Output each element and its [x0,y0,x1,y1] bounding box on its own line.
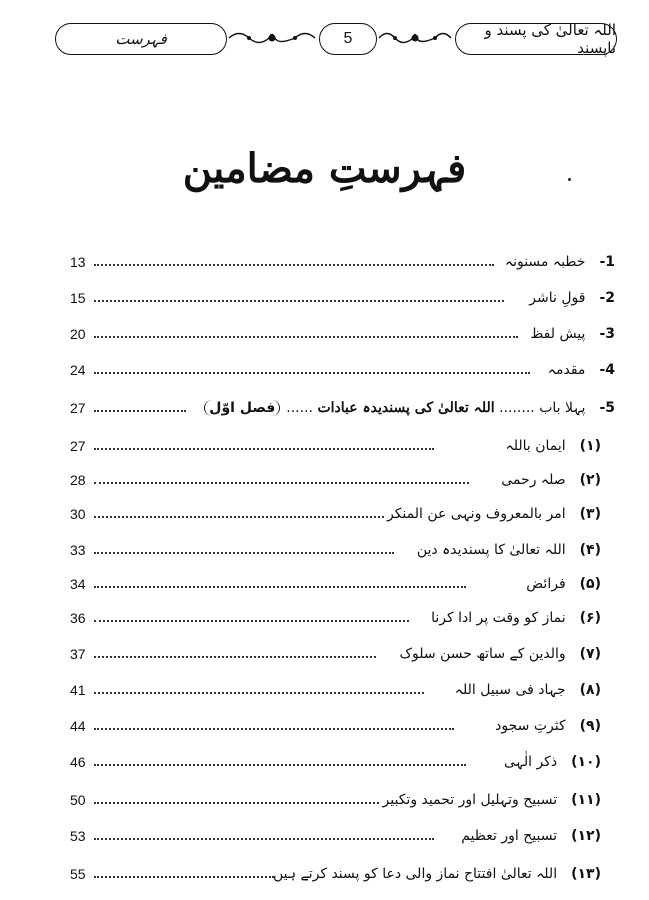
toc-page-number: 41 [70,682,86,698]
toc-page-number: 27 [70,400,86,416]
toc-label: (۴)اللہ تعالیٰ کا پسندیدہ دین [416,542,601,558]
toc-page-number: 20 [70,326,86,342]
toc-label: (۱۳)اللہ تعالیٰ افتتاح نماز والی دعا کو پسند کرتے ہیں [272,866,601,882]
toc-page-number: 55 [70,866,86,882]
book-title: اللہ تعالیٰ کی پسند و ناپسند [455,23,617,55]
page-number: 5 [319,23,377,55]
dot-leader [94,692,424,694]
dot-leader [94,728,454,730]
toc-page-number: 53 [70,828,86,844]
toc-page-number: 36 [70,610,86,626]
toc-page-number: 24 [70,362,86,378]
toc-page-number: 44 [70,718,86,734]
toc-row[interactable] [70,280,615,308]
subtoc-row[interactable] [70,636,615,664]
toc-label: (۹)کثرتِ سجود [495,718,601,734]
subtoc-row[interactable] [70,672,615,700]
dot-leader [94,586,466,588]
dot-leader [94,838,434,840]
dot-leader [94,372,530,374]
subtoc-row[interactable] [70,428,615,456]
subtoc-row[interactable] [70,462,615,490]
toc-label: (۱)ایمان باللہ [505,438,601,454]
toc-row[interactable] [70,244,615,272]
toc-page-number: 13 [70,254,86,270]
toc-page-number: 33 [70,542,86,558]
toc-page-number: 30 [70,506,86,522]
dot-leader [94,264,494,266]
subtoc-row[interactable] [70,856,615,884]
dot-leader [94,802,379,804]
dot-leader [94,410,186,412]
toc-label: (۶)نماز کو وقت پر ادا کرنا [431,610,601,626]
toc-label: 5-پہلا باب ........ اللہ تعالیٰ کی پسندیدہ عبادات ......فصل اوّل [204,400,615,416]
dot-leader [94,516,384,518]
subtoc-row[interactable] [70,566,615,594]
toc-page-number: 46 [70,754,86,770]
toc-label: (۵)فرائض [526,576,601,592]
subtoc-row[interactable] [70,744,615,772]
toc-page-number: 34 [70,576,86,592]
toc-page-number: 15 [70,290,86,306]
toc-label: (۱۲)تسبیح اور تعظیم [461,828,601,844]
dot-leader [94,482,469,484]
dot-leader [94,336,518,338]
toc-label: 4-مقدمہ [547,362,615,378]
subtoc-row[interactable] [70,532,615,560]
dot-leader [94,656,376,658]
page-title: فہرستِ مضامین [182,145,467,192]
toc-label: (۱۰)ذکر الٰہی [503,754,601,770]
dot-leader [94,448,434,450]
toc-label: (۷)والدین کے ساتھ حسن سلوک [399,646,601,662]
dot-leader [94,876,274,878]
subtoc-row[interactable] [70,496,615,524]
toc-label: (۳)امر بالمعروف ونہی عن المنکر [386,506,601,522]
toc-label: 1-خطبہ مسنونہ [504,254,615,270]
toc-label: 2-قولِ ناشر [529,290,615,306]
dot-leader [94,620,409,622]
toc-page-number: 27 [70,438,86,454]
toc-row[interactable] [70,352,615,380]
dot-leader [94,552,394,554]
subtoc-row[interactable] [70,708,615,736]
toc-row[interactable] [70,316,615,344]
subtoc-row[interactable] [70,782,615,810]
toc-page-number: 28 [70,472,86,488]
dot-leader [94,300,504,302]
toc-row[interactable] [70,390,615,418]
toc-page-number: 50 [70,792,86,808]
toc-label: (۱۱)تسبیح وتہلیل اور تحمید وتکبیر [382,792,601,808]
section-label: فہرست [55,23,227,55]
toc-label: 3-پیش لفظ [530,326,615,342]
toc-label: (۸)جہاد فی سبیل اللہ [454,682,601,698]
dot-leader [94,764,466,766]
toc-label: (۲)صلہ رحمی [501,472,601,488]
toc-page-number: 37 [70,646,86,662]
subtoc-row[interactable] [70,818,615,846]
subtoc-row[interactable] [70,600,615,628]
